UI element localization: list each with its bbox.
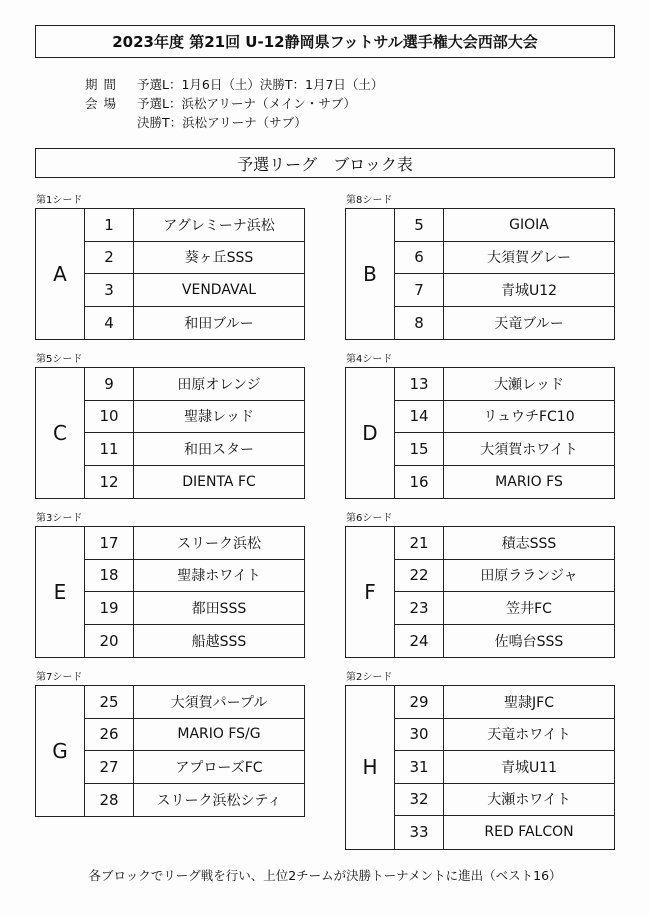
table-row: [85, 274, 304, 307]
team-number: 33: [395, 816, 444, 849]
table-row: [395, 209, 614, 242]
team-number: 8: [395, 307, 444, 340]
team-number: 25: [85, 686, 134, 718]
table-row: [85, 527, 304, 560]
team-number: 15: [395, 433, 444, 465]
team-rows: [395, 527, 614, 657]
team-name: 青城U11: [500, 759, 558, 776]
team-name: 大須賀グレー: [487, 250, 571, 267]
team-number: 6: [395, 242, 444, 274]
team-name: 青城U12: [500, 282, 558, 299]
team-rows: [85, 686, 304, 816]
team-name: 葵ヶ丘SSS: [184, 250, 254, 267]
team-rows: [85, 209, 304, 339]
block-letter: D: [346, 368, 395, 498]
table-row: [85, 751, 304, 784]
table-row: [85, 209, 304, 242]
block-table: [35, 367, 305, 499]
team-number: 20: [85, 625, 134, 658]
block-letter: E: [36, 527, 85, 657]
team-number: 18: [85, 560, 134, 592]
team-number: 17: [85, 527, 134, 559]
block-d: [345, 352, 615, 499]
table-row: [395, 719, 614, 752]
block-table: [345, 685, 615, 850]
team-name: 佐鳴台SSS: [494, 633, 564, 650]
team-name: 大瀬レッド: [494, 376, 564, 393]
block-letter: B: [346, 209, 395, 339]
team-number: 16: [395, 466, 444, 499]
page-title: [35, 25, 615, 58]
team-number: 13: [395, 368, 444, 400]
team-name: アプローズFC: [175, 759, 263, 776]
table-row: [85, 625, 304, 658]
team-number: 12: [85, 466, 134, 499]
block-e: [35, 511, 305, 658]
table-row: [395, 686, 614, 719]
team-name: 積志SSS: [501, 535, 557, 552]
team-number: 2: [85, 242, 134, 274]
team-name: 天竜ホワイト: [487, 727, 571, 744]
period-value: 予選L：1月6日（土）決勝T：1月7日（土）: [137, 77, 384, 92]
event-info: [85, 75, 383, 132]
block-letter: F: [346, 527, 395, 657]
block-c: [35, 352, 305, 499]
team-number: 1: [85, 209, 134, 241]
team-number: 9: [85, 368, 134, 400]
team-number: 31: [395, 751, 444, 783]
block-table: [345, 526, 615, 658]
block-table: [35, 208, 305, 340]
team-name: MARIO FS/G: [177, 726, 261, 743]
block-table: [35, 685, 305, 817]
seed-label: 第8シード: [346, 195, 393, 206]
team-number: 11: [85, 433, 134, 465]
table-row: [395, 242, 614, 275]
team-number: 4: [85, 307, 134, 340]
team-number: 21: [395, 527, 444, 559]
team-name: 和田ブルー: [184, 315, 254, 332]
team-number: 28: [85, 784, 134, 817]
table-row: [395, 592, 614, 625]
section-title-text: 予選リーグ ブロック表: [237, 154, 413, 174]
block-b: [345, 193, 615, 340]
table-row: [85, 242, 304, 275]
team-name: 聖隷ホワイト: [177, 568, 261, 585]
block-letter: A: [36, 209, 85, 339]
team-name: VENDAVAL: [181, 281, 257, 298]
team-name: MARIO FS: [495, 473, 563, 490]
team-name: 聖隷JFC: [504, 694, 554, 711]
table-row: [85, 433, 304, 466]
team-number: 19: [85, 592, 134, 624]
seed-label: 第5シード: [36, 354, 83, 365]
table-row: [395, 751, 614, 784]
table-row: [395, 433, 614, 466]
venue-row: [85, 94, 383, 113]
team-rows: [395, 209, 614, 339]
period-key: 期間: [85, 77, 123, 92]
section-title: [35, 148, 615, 178]
block-table: [345, 367, 615, 499]
team-number: 27: [85, 751, 134, 783]
venue-value-prelim: 予選L：浜松アリーナ（メイン・サブ）: [137, 96, 356, 111]
team-name: 船越SSS: [191, 633, 247, 650]
venue-value-final: 決勝T：浜松アリーナ（サブ）: [137, 115, 307, 130]
team-number: 23: [395, 592, 444, 624]
table-row: [395, 274, 614, 307]
seed-label: 第1シード: [36, 195, 83, 206]
team-rows: [395, 368, 614, 498]
seed-label: 第4シード: [346, 354, 393, 365]
team-rows: [395, 686, 614, 849]
team-name: スリーク浜松: [177, 535, 261, 552]
footer-note: 各ブロックでリーグ戦を行い、上位2チームが決勝トーナメントに進出（ベスト16）: [88, 868, 562, 883]
team-name: 大瀬ホワイト: [487, 792, 571, 809]
block-h: [345, 670, 615, 850]
table-row: [395, 784, 614, 817]
block-letter: C: [36, 368, 85, 498]
team-number: 30: [395, 719, 444, 751]
team-number: 3: [85, 274, 134, 306]
team-name: アグレミーナ浜松: [163, 217, 275, 234]
table-row: [395, 816, 614, 849]
table-row: [395, 527, 614, 560]
team-name: 大須賀ホワイト: [480, 441, 578, 458]
block-table: [35, 526, 305, 658]
team-number: 26: [85, 719, 134, 751]
team-name: RED FALCON: [484, 824, 574, 841]
table-row: [395, 368, 614, 401]
table-row: [85, 592, 304, 625]
table-row: [395, 466, 614, 499]
table-row: [395, 401, 614, 434]
team-name: リュウチFC10: [483, 409, 575, 426]
block-table: [345, 208, 615, 340]
table-row: [85, 784, 304, 817]
team-number: 14: [395, 401, 444, 433]
table-row: [395, 307, 614, 340]
team-number: 10: [85, 401, 134, 433]
table-row: [85, 719, 304, 752]
venue-row-final: [85, 113, 383, 132]
table-row: [395, 625, 614, 658]
table-row: [85, 466, 304, 499]
team-name: 笠井FC: [506, 600, 552, 617]
seed-label: 第7シード: [36, 672, 83, 683]
block-f: [345, 511, 615, 658]
venue-key: 会場: [85, 96, 123, 111]
team-name: 都田SSS: [191, 600, 247, 617]
block-letter: G: [36, 686, 85, 816]
seed-label: 第2シード: [346, 672, 393, 683]
team-number: 5: [395, 209, 444, 241]
team-name: 田原オレンジ: [177, 376, 261, 393]
team-name: 田原ラランジャ: [480, 568, 578, 585]
team-name: 大須賀パープル: [170, 694, 268, 711]
block-a: [35, 193, 305, 340]
table-row: [85, 401, 304, 434]
team-number: 24: [395, 625, 444, 658]
team-name: 天竜ブルー: [494, 315, 564, 332]
team-name: 和田スター: [184, 441, 254, 458]
team-number: 7: [395, 274, 444, 306]
block-g: [35, 670, 305, 817]
block-letter: H: [346, 686, 395, 849]
page-title-text: 2023年度 第21回 U-12静岡県フットサル選手権大会西部大会: [112, 33, 538, 51]
period-row: [85, 75, 383, 94]
seed-label: 第3シード: [36, 513, 83, 524]
table-row: [395, 560, 614, 593]
table-row: [85, 560, 304, 593]
team-rows: [85, 527, 304, 657]
table-row: [85, 307, 304, 340]
team-name: スリーク浜松シティ: [156, 792, 282, 809]
team-number: 29: [395, 686, 444, 718]
team-name: GIOIA: [509, 216, 549, 233]
table-row: [85, 368, 304, 401]
table-row: [85, 686, 304, 719]
team-rows: [85, 368, 304, 498]
team-name: 聖隷レッド: [184, 409, 254, 426]
seed-label: 第6シード: [346, 513, 393, 524]
team-name: DIENTA FC: [182, 473, 256, 490]
team-number: 22: [395, 560, 444, 592]
team-number: 32: [395, 784, 444, 816]
